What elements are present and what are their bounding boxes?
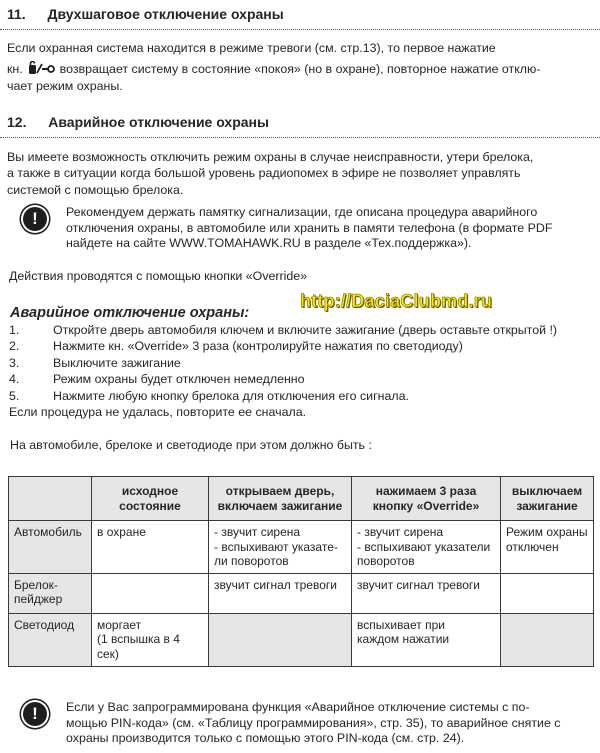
table-cell: - звучит сирена - вспыхивают указатели поворотов <box>352 521 501 574</box>
table-cell <box>209 613 352 666</box>
table-cell: звучит сигнал тревоги <box>352 573 501 613</box>
status-table-wrap <box>8 476 594 667</box>
section-11-title: Двухшаговое отключение охраны <box>47 6 284 22</box>
procedure-title: Аварийное отключение охраны: <box>10 305 250 321</box>
section-11-line-1: Если охранная система находится в режиме тревоги (см. стр.13), то первое нажатие <box>7 41 496 55</box>
procedure-step <box>9 371 597 387</box>
table-row <box>9 573 594 613</box>
table-cell <box>501 573 594 613</box>
step-number: 4. <box>9 372 20 387</box>
table-header-row <box>9 477 594 521</box>
table-header-cell <box>9 477 92 521</box>
section-11-line-3: чает режим охраны. <box>7 78 123 93</box>
table-row-label: Автомобиль <box>9 521 92 574</box>
table-cell: в охране <box>92 521 209 574</box>
table-cell <box>501 613 594 666</box>
table-cell: звучит сигнал тревоги <box>209 573 352 613</box>
section-11-line-2-prefix: кн. <box>7 62 23 77</box>
table-cell <box>92 573 209 613</box>
step-text: Нажмите любую кнопку брелока для отключения его сигнала. <box>53 388 409 403</box>
table-cell: вспыхивает при каждом нажатии <box>352 613 501 666</box>
watermark-url: http://DaciaClubmd.ru <box>300 291 493 311</box>
table-cell: Режим охраны отключен <box>501 521 594 574</box>
procedure-step <box>9 338 597 354</box>
step-text: Нажмите кн. «Override» 3 раза (контролируйте нажатия по светодиоду) <box>53 339 463 354</box>
step-text: Откройте дверь автомобиля ключем и включите зажигание (дверь оставьте открытой !) <box>53 323 558 337</box>
section-12-title: Аварийное отключение охраны <box>48 114 269 130</box>
status-table <box>8 476 594 667</box>
table-row <box>9 521 594 574</box>
table-intro: На автомобиле, брелоке и светодиоде при этом должно быть : <box>10 438 372 452</box>
step-number: 3. <box>9 355 20 370</box>
section-11-number: 11. <box>7 6 26 22</box>
table-cell: моргает (1 вспышка в 4 сек) <box>92 613 209 666</box>
procedure-step <box>9 322 597 338</box>
exclamation-warning-icon: ! <box>23 702 47 726</box>
section-11-line-2: возвращает систему в состояние «покоя» (но в охране), повторное нажатие отклю- <box>59 62 541 77</box>
step-number: 5. <box>9 388 20 403</box>
section-12-heading <box>7 114 269 130</box>
fail-text: Если процедура не удалась, повторите ее сначала. <box>9 405 307 419</box>
lock-key-icon <box>26 61 56 75</box>
table-header-cell: открываем дверь, включаем зажигание <box>209 477 352 521</box>
table-header-cell: выключаем зажигание <box>501 477 594 521</box>
override-text: Действия проводятся с помощью кнопки «Override» <box>9 269 308 283</box>
exclamation-warning-icon: ! <box>23 207 47 231</box>
table-row-label: Светодиод <box>9 613 92 666</box>
note-recommendation: Рекомендуем держать памятку сигнализации, где описана процедура аварийного отключения охраны, в автомобиле или хранить в памяти телефона (в формате PDF найдете на сайте WWW.TOMAHAWK.RU в разделе «Тех.поддержка»). <box>66 205 553 251</box>
note-pin-code: Если у Вас запрограммирована функция «Аварийное отключение системы с по- мощью PIN-кода» (см. «Таблицу программирования», стр. 35), то аварийное снятие с охраны производится только с помощью этого PIN-кода (см. стр. 24). <box>66 700 561 746</box>
table-cell: - звучит сирена - вспыхивают указате- ли поворотов <box>209 521 352 574</box>
section-12-number: 12. <box>7 114 27 130</box>
table-header-cell: нажимаем 3 раза кнопку «Override» <box>352 477 501 521</box>
table-row-label: Брелок- пейджер <box>9 573 92 613</box>
step-number: 1. <box>9 323 20 337</box>
section-11-heading <box>7 6 284 22</box>
step-text: Режим охраны будет отключен немедленно <box>53 372 305 387</box>
section-divider <box>0 29 600 30</box>
procedure-steps <box>9 322 597 404</box>
procedure-step <box>9 355 597 371</box>
table-header-cell: исходное состояние <box>92 477 209 521</box>
step-number: 2. <box>9 339 20 354</box>
table-row <box>9 613 594 666</box>
section-divider <box>0 137 600 138</box>
step-text: Выключите зажигание <box>53 355 181 370</box>
procedure-step <box>9 388 597 404</box>
section-11-paragraph <box>7 40 597 94</box>
section-12-intro: Вы имеете возможность отключить режим охраны в случае неисправности, утери брелока, а также в ситуации когда большой уровень радиопомех в эфире не позволяет управлять системой с помощью брелока. <box>7 150 534 197</box>
